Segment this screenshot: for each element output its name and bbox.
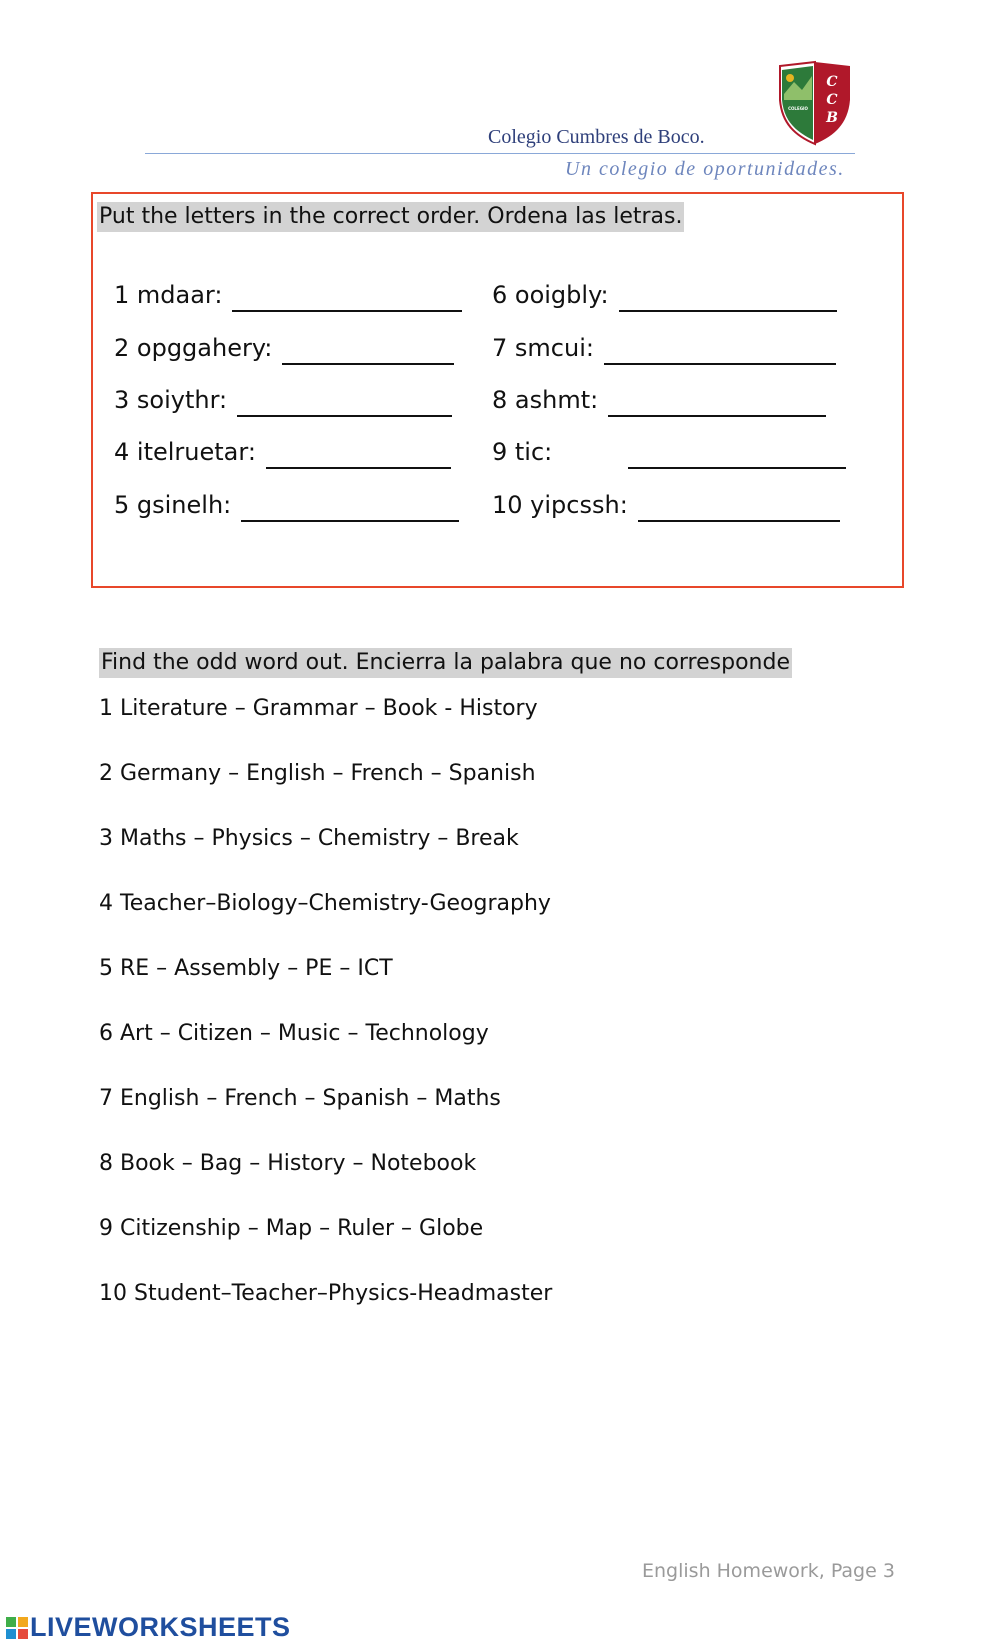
page-footer: English Homework, Page 3 [642,1560,895,1582]
answer-blank[interactable] [282,337,454,365]
odd-word-item: 8 Book – Bag – History – Notebook [99,1151,477,1176]
answer-blank[interactable] [638,494,840,522]
scramble-item [492,488,840,522]
scramble-label: 7 smcui: [492,334,594,362]
scramble-item [114,488,459,522]
school-name: Colegio Cumbres de Boco. [488,126,705,148]
school-crest-logo [778,60,852,146]
scramble-item [114,435,451,469]
scramble-item [492,278,837,312]
header-divider [145,153,855,154]
liveworksheets-logo-icon [6,1617,28,1639]
scramble-label: 9 tic: [492,438,553,466]
svg-text:C: C [826,74,838,90]
odd-word-item: 4 Teacher–Biology–Chemistry-Geography [99,891,551,916]
odd-word-item: 2 Germany – English – French – Spanish [99,761,536,786]
odd-word-item: 7 English – French – Spanish – Maths [99,1086,501,1111]
scramble-label: 2 opggahery: [114,334,273,362]
odd-word-item: 6 Art – Citizen – Music – Technology [99,1021,489,1046]
crest-caption: COLEGIO [788,106,808,111]
scramble-label: 6 ooigbly: [492,281,609,309]
scramble-label: 4 itelruetar: [114,438,256,466]
answer-blank[interactable] [237,389,452,417]
svg-text:B: B [826,110,838,126]
scramble-label: 8 ashmt: [492,386,599,414]
answer-blank[interactable] [232,284,462,312]
school-motto: Un colegio de oportunidades. [565,158,845,180]
answer-blank[interactable] [628,441,846,469]
scramble-label: 3 soiythr: [114,386,228,414]
exercise2-instruction: Find the odd word out. Encierra la palabra que no corresponde [99,648,792,678]
svg-text:C: C [826,92,838,108]
exercise1-instruction: Put the letters in the correct order. Ordena las letras. [97,202,684,232]
answer-blank[interactable] [604,337,836,365]
scramble-label: 10 yipcssh: [492,491,628,519]
scramble-item [114,331,454,365]
scramble-item [492,331,836,365]
odd-word-item: 9 Citizenship – Map – Ruler – Globe [99,1216,484,1241]
scramble-label: 1 mdaar: [114,281,223,309]
answer-blank[interactable] [241,494,459,522]
brand-name: LIVEWORKSHEETS [30,1612,291,1642]
scramble-label: 5 gsinelh: [114,491,232,519]
odd-word-item: 1 Literature – Grammar – Book - History [99,696,538,721]
answer-blank[interactable] [619,284,837,312]
scramble-item [114,278,462,312]
liveworksheets-brand[interactable] [6,1612,291,1643]
answer-blank[interactable] [608,389,826,417]
scramble-item [114,383,452,417]
answer-blank[interactable] [266,441,451,469]
odd-word-item: 10 Student–Teacher–Physics-Headmaster [99,1281,553,1306]
scramble-item [492,435,846,469]
scramble-item [492,383,826,417]
odd-word-item: 5 RE – Assembly – PE – ICT [99,956,393,981]
odd-word-item: 3 Maths – Physics – Chemistry – Break [99,826,519,851]
